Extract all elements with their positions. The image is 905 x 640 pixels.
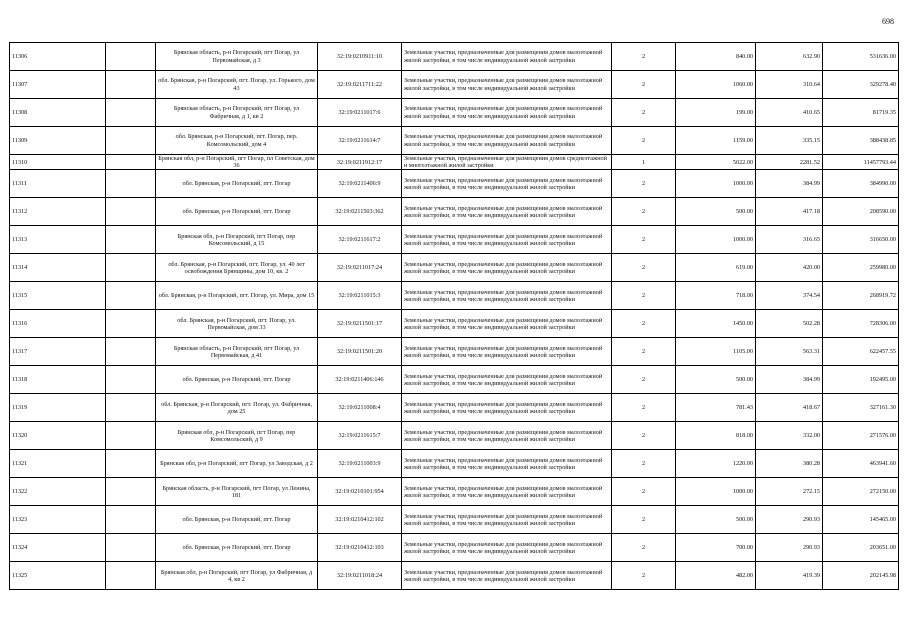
cadastral-value-cell: 81719.35 (823, 99, 899, 127)
cadastral-value-cell: 388438.85 (823, 127, 899, 155)
land-use-cell: Земельные участки, предназначенные для размещения домов малоэтажной жилой застройки, в том числе индивидуальной жилой застройки (402, 450, 612, 478)
row-spacer (106, 282, 156, 310)
cadastral-value-cell: 145465.00 (823, 506, 899, 534)
address-cell: Брянская область, р-н Погарский, пгт Погар, ул Ленина, 181 (156, 478, 318, 506)
row-number: 11320 (10, 422, 106, 450)
area-cell: 1220.00 (676, 450, 756, 478)
group-number-cell: 2 (612, 226, 676, 254)
table-row (10, 43, 899, 71)
row-number: 11318 (10, 366, 106, 394)
table-row (10, 366, 899, 394)
address-cell: Брянская обл, р-н Погарский, пгт Погар, пл Советская, дом 36 (156, 155, 318, 170)
specific-value-cell: 417.18 (756, 198, 823, 226)
cadastral-value-cell: 192495.00 (823, 366, 899, 394)
address-cell: обл. Брянская, р-н Погарский, пгт. Погар, ул. Горького, дом 43 (156, 71, 318, 99)
row-number: 11321 (10, 450, 106, 478)
cadastral-number-cell: 32:19:0210412:102 (318, 506, 402, 534)
specific-value-cell: 2281.52 (756, 155, 823, 170)
table-row (10, 282, 899, 310)
specific-value-cell: 420.00 (756, 254, 823, 282)
area-cell: 818.00 (676, 422, 756, 450)
row-number: 11315 (10, 282, 106, 310)
land-use-cell: Земельные участки, предназначенные для размещения домов среднеэтажной и многоэтажной жилой застройки (402, 155, 612, 170)
land-use-cell: Земельные участки, предназначенные для размещения домов малоэтажной жилой застройки, в том числе индивидуальной жилой застройки (402, 394, 612, 422)
address-cell: обл. Брянская, р-н Погарский, пгт. Погар, ул. Фабричная, дом 25 (156, 394, 318, 422)
group-number-cell: 2 (612, 43, 676, 71)
address-cell: Брянская обл, р-н Погарский, пгт Погар, пер Комсомольский, д 15 (156, 226, 318, 254)
row-number: 11313 (10, 226, 106, 254)
group-number-cell: 2 (612, 394, 676, 422)
area-cell: 1159.00 (676, 127, 756, 155)
group-number-cell: 2 (612, 478, 676, 506)
row-number: 11311 (10, 170, 106, 198)
area-cell: 1000.00 (676, 170, 756, 198)
specific-value-cell: 410.65 (756, 99, 823, 127)
area-cell: 1000.00 (676, 226, 756, 254)
specific-value-cell: 290.93 (756, 534, 823, 562)
cadastral-number-cell: 32:19:0211015:3 (318, 282, 402, 310)
table-row (10, 394, 899, 422)
row-number: 11325 (10, 562, 106, 590)
cadastral-number-cell: 32:19:0211912:17 (318, 155, 402, 170)
area-cell: 1060.00 (676, 71, 756, 99)
specific-value-cell: 419.39 (756, 562, 823, 590)
cadastral-value-cell: 203651.00 (823, 534, 899, 562)
cadastral-number-cell: 32:19:0211017:24 (318, 254, 402, 282)
row-number: 11319 (10, 394, 106, 422)
land-use-cell: Земельные участки, предназначенные для размещения домов малоэтажной жилой застройки, в том числе индивидуальной жилой застройки (402, 71, 612, 99)
specific-value-cell: 335.15 (756, 127, 823, 155)
table-row (10, 338, 899, 366)
address-cell: Брянская область, р-н Погарский, пгт Погар, ул Первомайская, д 41 (156, 338, 318, 366)
address-cell: обл. Брянская, р-н Погарский, пгт. Погар, ул. 40 лет освобождения Брянщины, дом 10, кв. 2 (156, 254, 318, 282)
group-number-cell: 2 (612, 99, 676, 127)
table-row (10, 170, 899, 198)
cadastral-number-cell: 32:19:0211501:20 (318, 338, 402, 366)
table-row (10, 226, 899, 254)
table-row (10, 155, 899, 170)
cadastral-number-cell: 32:19:0210101:954 (318, 478, 402, 506)
cadastral-value-cell: 202145.98 (823, 562, 899, 590)
cadastral-number-cell: 32:19:0211617:2 (318, 226, 402, 254)
land-use-cell: Земельные участки, предназначенные для размещения домов малоэтажной жилой застройки, в том числе индивидуальной жилой застройки (402, 127, 612, 155)
row-spacer (106, 534, 156, 562)
table-row (10, 99, 899, 127)
cadastral-value-cell: 327161.30 (823, 394, 899, 422)
land-use-cell: Земельные участки, предназначенные для размещения домов малоэтажной жилой застройки, в том числе индивидуальной жилой застройки (402, 254, 612, 282)
row-spacer (106, 366, 156, 394)
area-cell: 718.00 (676, 282, 756, 310)
table-row (10, 534, 899, 562)
row-number: 11316 (10, 310, 106, 338)
land-use-cell: Земельные участки, предназначенные для размещения домов малоэтажной жилой застройки, в том числе индивидуальной жилой застройки (402, 226, 612, 254)
specific-value-cell: 384.99 (756, 366, 823, 394)
table-row (10, 562, 899, 590)
row-number: 11317 (10, 338, 106, 366)
area-cell: 619.00 (676, 254, 756, 282)
row-number: 11323 (10, 506, 106, 534)
table-row (10, 506, 899, 534)
cadastral-value-cell: 622457.55 (823, 338, 899, 366)
cadastral-value-cell: 463941.60 (823, 450, 899, 478)
group-number-cell: 2 (612, 198, 676, 226)
row-number: 11322 (10, 478, 106, 506)
address-cell: Брянская обл, р-н Погарский, пгт Погар, ул Фабричная, д 4, кв 2 (156, 562, 318, 590)
address-cell: обл. Брянская, р-н Погарский, пгт. Погар, ул. Мира, дом 15 (156, 282, 318, 310)
row-number: 11307 (10, 71, 106, 99)
area-cell: 5022.00 (676, 155, 756, 170)
specific-value-cell: 290.93 (756, 506, 823, 534)
group-number-cell: 2 (612, 366, 676, 394)
address-cell: обл. Брянская, р-н Погарский, пгт. Погар (156, 170, 318, 198)
area-cell: 500.00 (676, 198, 756, 226)
row-spacer (106, 198, 156, 226)
land-use-cell: Земельные участки, предназначенные для размещения домов малоэтажной жилой застройки, в том числе индивидуальной жилой застройки (402, 338, 612, 366)
specific-value-cell: 332.00 (756, 422, 823, 450)
land-use-cell: Земельные участки, предназначенные для размещения домов малоэтажной жилой застройки, в том числе индивидуальной жилой застройки (402, 534, 612, 562)
cadastral-value-cell: 272150.00 (823, 478, 899, 506)
land-use-cell: Земельные участки, предназначенные для размещения домов малоэтажной жилой застройки, в том числе индивидуальной жилой застройки (402, 99, 612, 127)
cadastral-number-cell: 32:19:0210911:10 (318, 43, 402, 71)
row-number: 11309 (10, 127, 106, 155)
cadastral-value-cell: 208590.00 (823, 198, 899, 226)
address-cell: Брянская обл, р-н Погарский, пгт Погар, пер Комсомольский, д 9 (156, 422, 318, 450)
row-spacer (106, 254, 156, 282)
address-cell: обл. Брянская, р-н Погарский, пгт. Погар, ул. Первомайская, дом 33 (156, 310, 318, 338)
area-cell: 700.00 (676, 534, 756, 562)
area-cell: 840.00 (676, 43, 756, 71)
cadastral-value-cell: 259980.00 (823, 254, 899, 282)
area-cell: 781.43 (676, 394, 756, 422)
address-cell: обл. Брянская, р-н Погарский, пгт. Погар (156, 366, 318, 394)
row-spacer (106, 71, 156, 99)
table-row (10, 422, 899, 450)
row-number: 11314 (10, 254, 106, 282)
cadastral-value-cell: 531636.00 (823, 43, 899, 71)
group-number-cell: 1 (612, 155, 676, 170)
table-body (10, 43, 899, 590)
land-use-cell: Земельные участки, предназначенные для размещения домов малоэтажной жилой застройки, в том числе индивидуальной жилой застройки (402, 478, 612, 506)
land-use-cell: Земельные участки, предназначенные для размещения домов малоэтажной жилой застройки, в том числе индивидуальной жилой застройки (402, 422, 612, 450)
group-number-cell: 2 (612, 71, 676, 99)
table-row (10, 478, 899, 506)
table-row (10, 310, 899, 338)
land-use-cell: Земельные участки, предназначенные для размещения домов малоэтажной жилой застройки, в том числе индивидуальной жилой застройки (402, 43, 612, 71)
land-use-cell: Земельные участки, предназначенные для размещения домов малоэтажной жилой застройки, в том числе индивидуальной жилой застройки (402, 562, 612, 590)
table-row (10, 127, 899, 155)
cadastral-value-cell: 268919.72 (823, 282, 899, 310)
address-cell: обл. Брянская, р-н Погарский, пгт. Погар (156, 506, 318, 534)
cadastral-value-cell: 316650.00 (823, 226, 899, 254)
row-spacer (106, 127, 156, 155)
group-number-cell: 2 (612, 310, 676, 338)
row-spacer (106, 99, 156, 127)
row-spacer (106, 478, 156, 506)
land-use-cell: Земельные участки, предназначенные для размещения домов малоэтажной жилой застройки, в том числе индивидуальной жилой застройки (402, 366, 612, 394)
area-cell: 199.00 (676, 99, 756, 127)
row-number: 11312 (10, 198, 106, 226)
row-spacer (106, 170, 156, 198)
group-number-cell: 2 (612, 450, 676, 478)
group-number-cell: 2 (612, 127, 676, 155)
group-number-cell: 2 (612, 422, 676, 450)
specific-value-cell: 418.67 (756, 394, 823, 422)
row-spacer (106, 43, 156, 71)
area-cell: 1000.00 (676, 478, 756, 506)
area-cell: 1105.00 (676, 338, 756, 366)
land-use-cell: Земельные участки, предназначенные для размещения домов малоэтажной жилой застройки, в том числе индивидуальной жилой застройки (402, 198, 612, 226)
address-cell: обл. Брянская, р-н Погарский, пгт. Погар (156, 534, 318, 562)
cadastral-value-cell: 728306.00 (823, 310, 899, 338)
cadastral-value-cell: 384990.00 (823, 170, 899, 198)
row-spacer (106, 394, 156, 422)
specific-value-cell: 384.99 (756, 170, 823, 198)
row-spacer (106, 422, 156, 450)
row-number: 11324 (10, 534, 106, 562)
cadastral-number-cell: 32:19:0211003:9 (318, 450, 402, 478)
address-cell: обл. Брянская, р-н Погарский, пгт. Погар, пер. Комсомольский, дом 4 (156, 127, 318, 155)
specific-value-cell: 502.28 (756, 310, 823, 338)
group-number-cell: 2 (612, 282, 676, 310)
address-cell: Брянская область, р-н Погарский, пгт Погар, ул Первомайская, д 3 (156, 43, 318, 71)
cadastral-number-cell: 32:19:0211501:17 (318, 310, 402, 338)
cadastral-number-cell: 32:19:0211615:7 (318, 422, 402, 450)
table-row (10, 450, 899, 478)
cadastral-number-cell: 32:19:0211406:146 (318, 366, 402, 394)
address-cell: Брянская обл, р-н Погарский, пгт Погар, ул Заводская, д 2 (156, 450, 318, 478)
row-spacer (106, 562, 156, 590)
group-number-cell: 2 (612, 170, 676, 198)
row-spacer (106, 226, 156, 254)
address-cell: Брянская область, р-н Погарский, пгт Погар, ул Фабричная, д 1, кв 2 (156, 99, 318, 127)
group-number-cell: 2 (612, 254, 676, 282)
cadastral-value-cell: 271576.00 (823, 422, 899, 450)
cadastral-number-cell: 32:19:0211406:9 (318, 170, 402, 198)
cadastral-number-cell: 32:19:0210412:103 (318, 534, 402, 562)
cadastral-value-cell: 329278.40 (823, 71, 899, 99)
row-spacer (106, 506, 156, 534)
address-cell: обл. Брянская, р-н Погарский, пгт. Погар (156, 198, 318, 226)
table-row (10, 198, 899, 226)
row-number: 11310 (10, 155, 106, 170)
cadastral-number-cell: 32:19:0211711:22 (318, 71, 402, 99)
group-number-cell: 2 (612, 562, 676, 590)
row-spacer (106, 155, 156, 170)
cadastral-number-cell: 32:19:0211614:7 (318, 127, 402, 155)
specific-value-cell: 632.90 (756, 43, 823, 71)
area-cell: 482.00 (676, 562, 756, 590)
land-use-cell: Земельные участки, предназначенные для размещения домов малоэтажной жилой застройки, в том числе индивидуальной жилой застройки (402, 310, 612, 338)
specific-value-cell: 563.31 (756, 338, 823, 366)
table-row (10, 254, 899, 282)
area-cell: 1450.00 (676, 310, 756, 338)
page-number: 698 (882, 17, 894, 26)
cadastral-value-cell: 11457793.44 (823, 155, 899, 170)
group-number-cell: 2 (612, 338, 676, 366)
specific-value-cell: 380.28 (756, 450, 823, 478)
row-spacer (106, 310, 156, 338)
land-use-cell: Земельные участки, предназначенные для размещения домов малоэтажной жилой застройки, в том числе индивидуальной жилой застройки (402, 282, 612, 310)
table-row (10, 71, 899, 99)
specific-value-cell: 316.65 (756, 226, 823, 254)
cadastral-number-cell: 32:19:0211008:4 (318, 394, 402, 422)
land-use-cell: Земельные участки, предназначенные для размещения домов малоэтажной жилой застройки, в том числе индивидуальной жилой застройки (402, 506, 612, 534)
specific-value-cell: 374.54 (756, 282, 823, 310)
area-cell: 500.00 (676, 506, 756, 534)
row-number: 11306 (10, 43, 106, 71)
land-use-cell: Земельные участки, предназначенные для размещения домов малоэтажной жилой застройки, в том числе индивидуальной жилой застройки (402, 170, 612, 198)
land-registry-table (9, 42, 899, 590)
specific-value-cell: 272.15 (756, 478, 823, 506)
group-number-cell: 2 (612, 506, 676, 534)
row-spacer (106, 338, 156, 366)
cadastral-number-cell: 32:19:0211017:6 (318, 99, 402, 127)
group-number-cell: 2 (612, 534, 676, 562)
cadastral-number-cell: 32:19:0211503:362 (318, 198, 402, 226)
cadastral-number-cell: 32:19:0211018:24 (318, 562, 402, 590)
specific-value-cell: 310.64 (756, 71, 823, 99)
area-cell: 500.00 (676, 366, 756, 394)
row-spacer (106, 450, 156, 478)
row-number: 11308 (10, 99, 106, 127)
